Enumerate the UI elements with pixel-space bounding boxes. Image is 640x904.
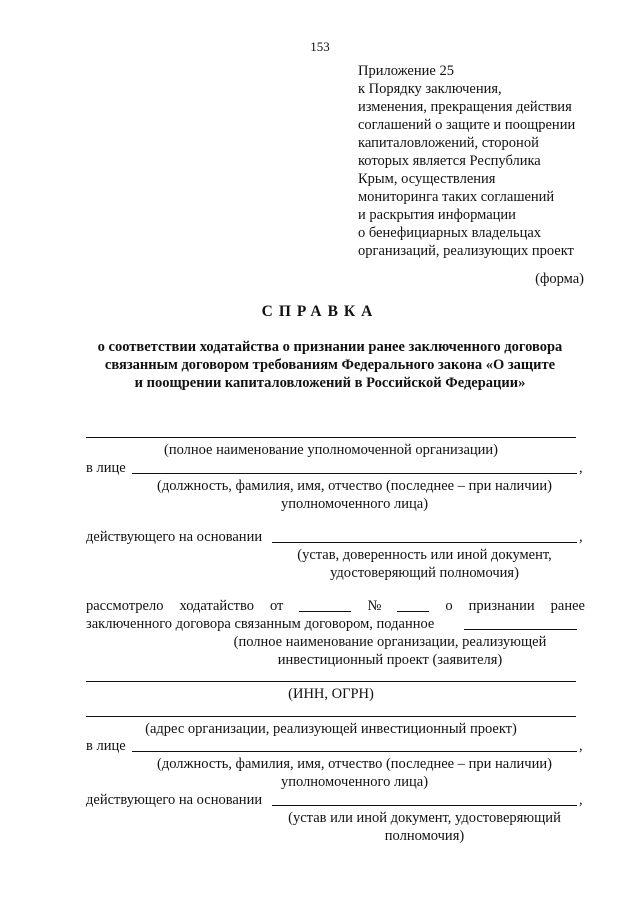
review-sentence <box>86 597 585 615</box>
address-caption: (адрес организации, реализующей инвестиционный проект) <box>145 721 517 737</box>
comma: , <box>579 460 583 476</box>
document-title: СПРАВКА <box>261 303 379 320</box>
review-word: ранее <box>550 598 585 614</box>
document-subtitle <box>60 338 600 392</box>
representative-line[interactable] <box>132 751 577 752</box>
annex-line: капиталовложений, стороной <box>358 135 539 151</box>
basis-caption: (устав, доверенность или иной документ, <box>297 547 552 563</box>
review-word: признании <box>468 598 535 614</box>
annex-line: изменения, прекращения действия <box>358 99 572 115</box>
applicant-caption: (полное наименование организации, реализующей <box>233 634 547 650</box>
submitted-by-line[interactable] <box>464 629 577 630</box>
review-word: № <box>367 598 382 614</box>
inn-ogrn-line[interactable] <box>86 716 576 717</box>
annex-line: мониторинга таких соглашений <box>358 189 555 205</box>
annex-block <box>358 62 575 260</box>
annex-line: Крым, осуществления <box>358 171 496 187</box>
org-name-caption: (полное наименование уполномоченной организации) <box>163 442 499 458</box>
annex-line: Приложение 25 <box>358 63 454 79</box>
representative-caption: (должность, фамилия, имя, отчество (последнее – при наличии) <box>157 478 552 494</box>
inn-ogrn-caption: (ИНН, ОГРН) <box>288 686 374 702</box>
representative-caption: (должность, фамилия, имя, отчество (последнее – при наличии) <box>157 756 552 772</box>
annex-line: организаций, реализующих проект <box>358 243 574 259</box>
review-line-2: заключенного договора связанным договором, поданное <box>86 616 435 632</box>
comma: , <box>579 792 583 808</box>
subtitle-line: связанным договором требованиям Федерального закона «О защите <box>104 357 556 373</box>
in-person-label: в лице <box>86 738 126 754</box>
page-number: 153 <box>310 39 330 54</box>
basis-caption: (устав или иной документ, удостоверяющий <box>288 810 561 826</box>
representative-caption: уполномоченного лица) <box>280 774 429 790</box>
basis-caption: удостоверяющий полномочия) <box>330 565 519 581</box>
basis-label: действующего на основании <box>86 529 263 545</box>
review-word: о <box>445 598 453 614</box>
comma: , <box>579 529 583 545</box>
org-name-line[interactable] <box>86 437 576 438</box>
review-word: ходатайство <box>179 598 254 614</box>
basis-label: действующего на основании <box>86 792 263 808</box>
annex-line: и раскрытия информации <box>358 207 516 223</box>
basis-line[interactable] <box>272 542 577 543</box>
in-person-label: в лице <box>86 460 126 476</box>
form-label: (форма) <box>535 271 584 287</box>
review-word: рассмотрело <box>86 598 164 614</box>
representative-line[interactable] <box>132 473 577 474</box>
date-blank[interactable] <box>299 597 351 612</box>
applicant-caption: инвестиционный проект (заявителя) <box>277 652 503 668</box>
annex-line: о бенефициарных владельцах <box>358 225 542 241</box>
subtitle-line: о соответствии ходатайства о признании ранее заключенного договора <box>97 339 563 355</box>
subtitle-line: и поощрении капиталовложений в Российской Федерации» <box>134 375 526 391</box>
representative-caption: уполномоченного лица) <box>280 496 429 512</box>
number-blank[interactable] <box>397 597 429 612</box>
annex-line: соглашений о защите и поощрении <box>358 117 576 133</box>
annex-line: к Порядку заключения, <box>358 81 502 97</box>
basis-line[interactable] <box>272 805 577 806</box>
basis-caption: полномочия) <box>384 828 465 844</box>
review-word: от <box>270 598 284 614</box>
comma: , <box>579 738 583 754</box>
annex-line: которых является Республика <box>358 153 541 169</box>
applicant-name-line[interactable] <box>86 681 576 682</box>
